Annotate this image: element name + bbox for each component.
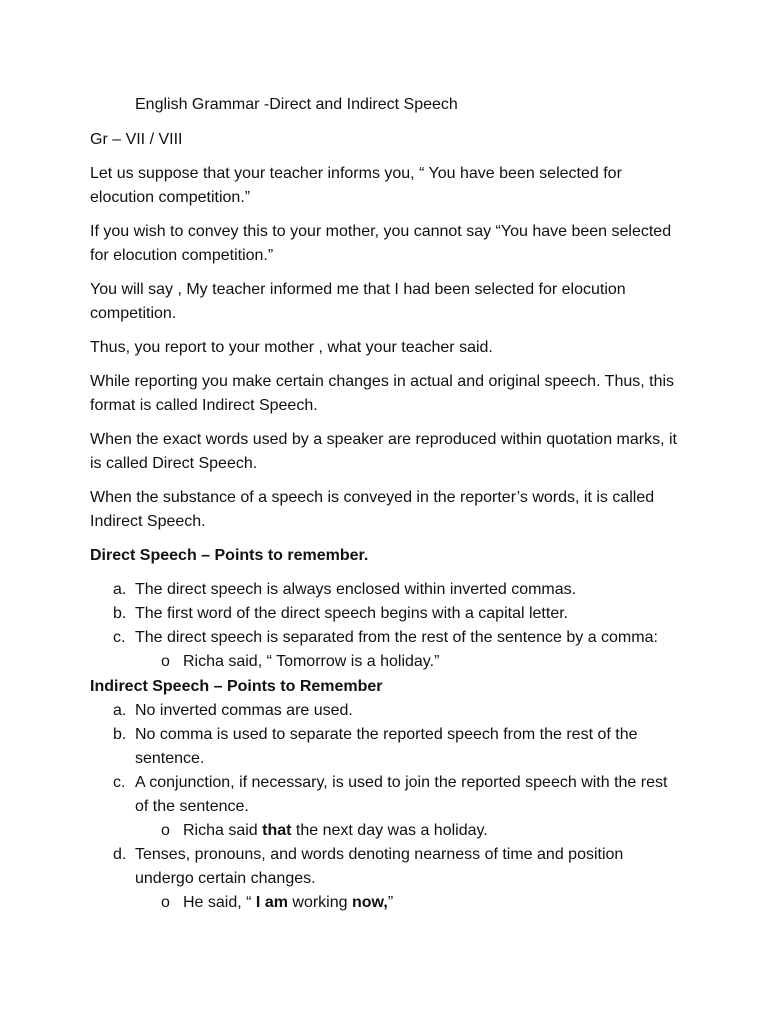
paragraph: While reporting you make certain changes in actual and original speech. Thus, this format is called Indirect Speech. — [90, 373, 675, 414]
list-item-text: Tenses, pronouns, and words denoting nearness of time and position undergo certain changes. — [135, 846, 624, 887]
document-title: English Grammar -Direct and Indirect Speech — [135, 96, 458, 113]
paragraph: Thus, you report to your mother , what your teacher said. — [90, 339, 493, 356]
example-text-post: ” — [387, 894, 394, 911]
example-emphasis: I am — [255, 894, 288, 911]
grade-line: Gr – VII / VIII — [90, 131, 183, 148]
list-marker: d. — [113, 846, 127, 863]
paragraph: Let us suppose that your teacher informs you, “ You have been selected for elocution competition.” — [90, 165, 622, 206]
example-line — [135, 891, 680, 915]
paragraph: If you wish to convey this to your mother, you cannot say “You have been selected for elocution competition.” — [90, 223, 672, 264]
list-item-text: No inverted commas are used. — [135, 702, 353, 719]
list-item — [113, 699, 680, 723]
direct-speech-points — [113, 578, 680, 674]
list-item-text: The direct speech is separated from the rest of the sentence by a comma: — [135, 629, 658, 646]
indirect-speech-heading: Indirect Speech – Points to Remember — [90, 678, 383, 695]
bullet-icon: o — [161, 653, 170, 670]
list-item — [113, 843, 680, 915]
example-emphasis: that — [262, 822, 292, 839]
list-marker: b. — [113, 605, 127, 622]
list-item-text: The first word of the direct speech begins with a capital letter. — [135, 605, 569, 622]
example-text: Richa said, “ Tomorrow is a holiday.” — [183, 653, 440, 670]
paragraph: You will say , My teacher informed me that I had been selected for elocution competition. — [90, 281, 626, 322]
list-marker: a. — [113, 702, 127, 719]
example-line — [135, 819, 680, 843]
list-item — [113, 578, 680, 602]
bullet-icon: o — [161, 894, 170, 911]
example-emphasis: now, — [351, 894, 388, 911]
paragraph: When the exact words used by a speaker are reproduced within quotation marks, it is called Direct Speech. — [90, 431, 677, 472]
list-item — [113, 723, 680, 771]
list-item — [113, 771, 680, 843]
list-marker: a. — [113, 581, 127, 598]
example-text-pre: Richa said — [183, 822, 263, 839]
bullet-icon: o — [161, 822, 170, 839]
example-line — [135, 650, 680, 674]
example-text-pre: He said, “ — [183, 894, 256, 911]
list-marker: b. — [113, 726, 127, 743]
list-item-text: No comma is used to separate the reported speech from the rest of the sentence. — [135, 726, 638, 767]
list-marker: c. — [113, 629, 126, 646]
example-text-mid: working — [287, 894, 352, 911]
list-item-text: A conjunction, if necessary, is used to join the reported speech with the rest of the sentence. — [135, 774, 668, 815]
list-item — [113, 626, 680, 674]
example-text-post: the next day was a holiday. — [291, 822, 488, 839]
indirect-speech-points — [113, 699, 680, 915]
list-item — [113, 602, 680, 626]
paragraph: When the substance of a speech is conveyed in the reporter’s words, it is called Indirect Speech. — [90, 489, 655, 530]
list-marker: c. — [113, 774, 126, 791]
direct-speech-heading: Direct Speech – Points to remember. — [90, 547, 369, 564]
list-item-text: The direct speech is always enclosed within inverted commas. — [135, 581, 577, 598]
